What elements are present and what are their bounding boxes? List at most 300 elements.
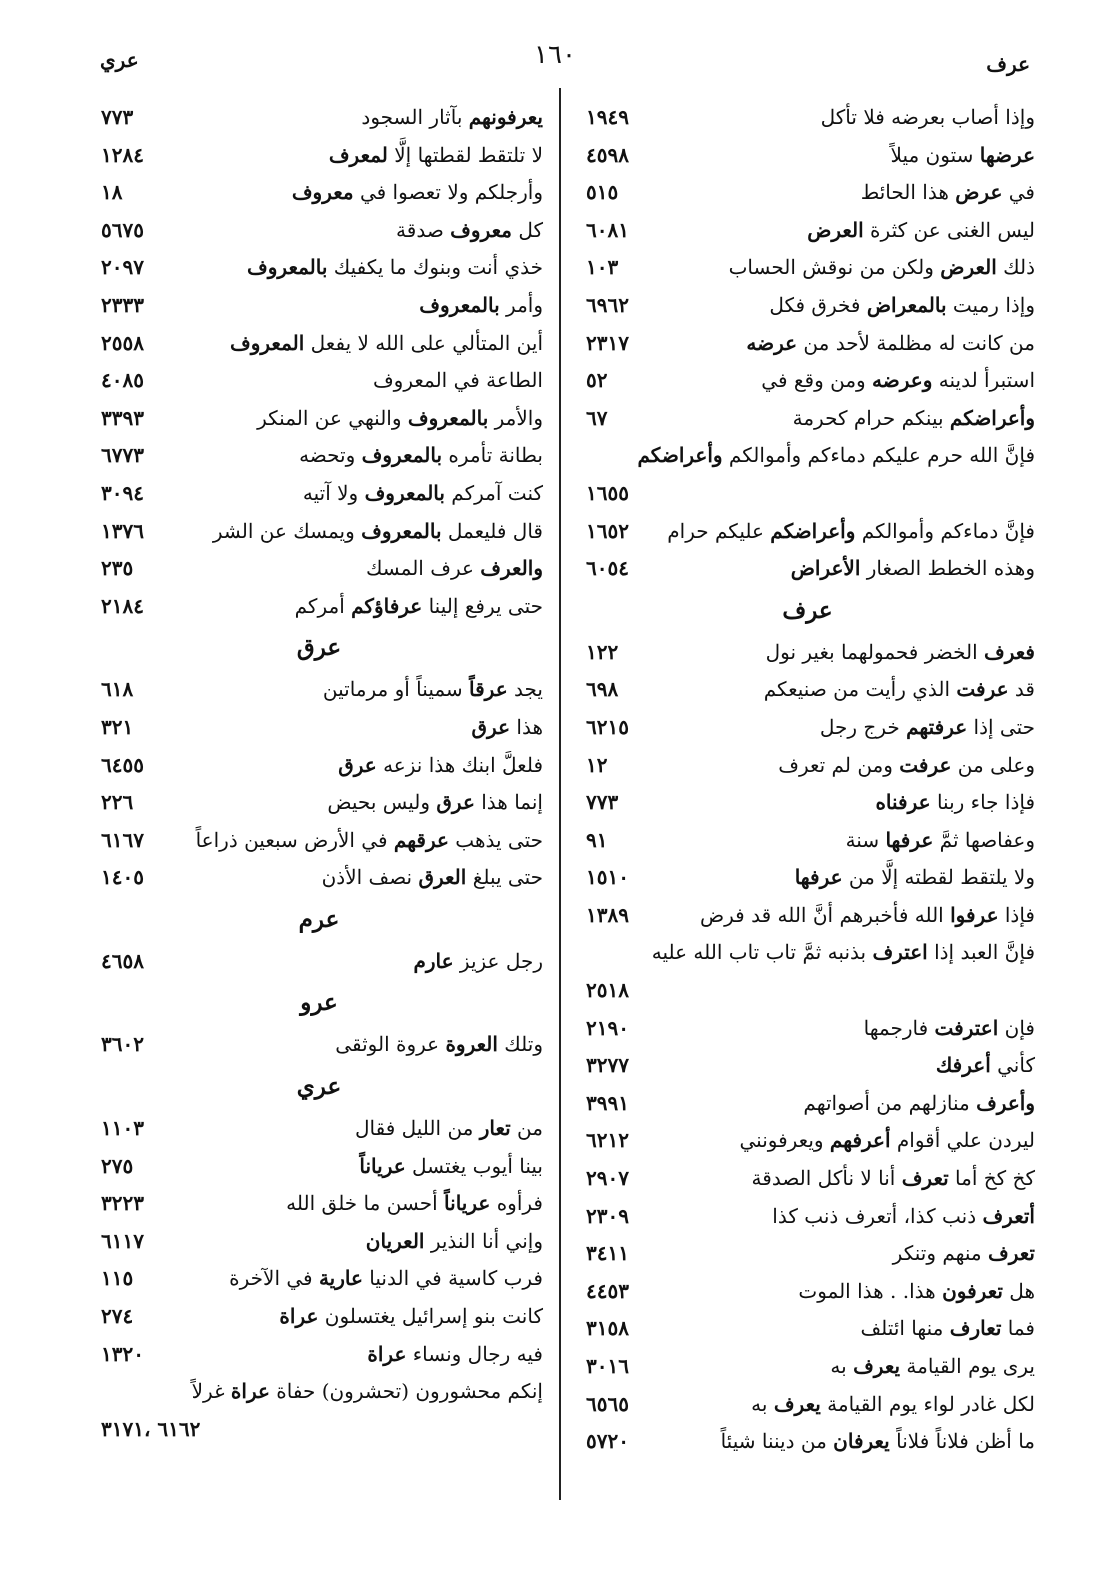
hadith-number: ٦٠٨١ xyxy=(586,217,629,242)
index-entry xyxy=(580,1198,1035,1236)
index-entry xyxy=(580,1348,1035,1386)
hadith-number: ٦٠٥٤ xyxy=(586,556,629,581)
hadith-number: ٣٠١٦ xyxy=(586,1354,629,1378)
entry-text xyxy=(772,1198,1035,1236)
entry-text-pre: فرأوه xyxy=(490,1191,543,1216)
root-heading xyxy=(95,897,543,943)
entry-text-pre: كخ كخ أما xyxy=(948,1166,1035,1191)
entry-text-post: ولكن من نوقش الحساب xyxy=(728,255,941,280)
entry-keyword: عرق xyxy=(338,752,377,777)
entry-keyword: عرق xyxy=(436,790,475,815)
entry-text xyxy=(230,325,543,363)
entry-text xyxy=(700,897,1035,935)
entry-keyword: معروف xyxy=(450,217,512,242)
entry-text-pre: إنكم محشورون (تحشرون) حفاة xyxy=(269,1379,543,1404)
entry-text xyxy=(821,99,1035,137)
index-entry xyxy=(580,822,1035,860)
entry-text-pre: حتى يبلغ xyxy=(466,865,543,890)
entry-text-pre: أين المتألي على الله لا يفعل xyxy=(304,330,543,355)
hadith-number: ٥٦٧٥ xyxy=(101,217,144,242)
entry-keyword: عرفها xyxy=(794,865,843,890)
entry-text xyxy=(729,249,1035,287)
entry-text-post: أنا لا نأكل الصدقة xyxy=(751,1166,902,1191)
hadith-number: ٦١٦٧ xyxy=(101,827,144,852)
entry-text-pre: ليس الغنى عن كثرة xyxy=(863,217,1035,242)
index-entry xyxy=(95,475,543,513)
entry-text xyxy=(338,747,543,785)
entry-text-post: ولا آتيه xyxy=(302,480,365,505)
entry-keyword: أتعرف xyxy=(982,1203,1035,1228)
entry-text-pre: من xyxy=(510,1116,543,1141)
page-header xyxy=(60,40,1050,80)
hadith-number: ٦٢١٥ xyxy=(586,714,629,739)
index-entry xyxy=(95,362,543,400)
hadith-number: ٢٣٣٣ xyxy=(101,292,144,317)
hadith-number: ٣٢٢٣ xyxy=(101,1191,144,1216)
entry-text xyxy=(807,212,1035,250)
entry-keyword: بالمعروف xyxy=(419,292,500,317)
index-entry xyxy=(95,99,543,137)
entry-text xyxy=(396,212,543,250)
entry-keyword: وعرضه xyxy=(872,368,933,393)
entry-text-pre: في xyxy=(1002,180,1035,205)
entry-text xyxy=(860,1310,1035,1348)
entry-keyword: الأعراض xyxy=(790,556,861,581)
hadith-number: ٢٧٥ xyxy=(101,1153,134,1178)
index-entry xyxy=(95,137,543,175)
index-entry xyxy=(95,174,543,212)
index-entry xyxy=(580,437,1035,475)
entry-text-pre: فإن xyxy=(998,1015,1035,1040)
hadith-number: ١٣٨٩ xyxy=(586,902,629,927)
index-entry xyxy=(580,99,1035,137)
entry-text-pre: حتى إذا xyxy=(967,714,1035,739)
entry-text-pre: والأمر xyxy=(488,405,543,430)
entry-text xyxy=(257,400,543,438)
entry-keyword: بالمعروف xyxy=(361,443,443,468)
hadith-number: ١١٥ xyxy=(101,1266,134,1291)
hadith-number: ٩١ xyxy=(586,827,608,852)
entry-keyword: عرفها xyxy=(885,827,934,852)
entry-text xyxy=(413,943,543,981)
entry-text-pre: وعلى من xyxy=(951,752,1035,777)
hadith-number: ٢٣٠٩ xyxy=(586,1203,629,1228)
entry-text xyxy=(295,588,543,626)
index-entry xyxy=(95,859,543,897)
entry-text-post: نصف الأذن xyxy=(321,865,419,890)
entry-text-pre: فإنَّ الله حرم عليكم دماءكم وأموالكم xyxy=(722,443,1035,468)
entry-text-pre: فلعلَّ ابنك هذا نزعه xyxy=(376,752,543,777)
entry-keyword: عرقهم xyxy=(393,827,449,852)
root-heading xyxy=(95,625,543,671)
entry-keyword: العرق xyxy=(418,865,467,890)
hadith-number: ٢٠٩٧ xyxy=(101,255,144,280)
entry-text xyxy=(936,1047,1035,1085)
entry-keyword: المعروف xyxy=(230,330,305,355)
entry-text-post: بآثار السجود xyxy=(361,105,469,129)
entry-text-pre: وإذا رميت xyxy=(946,292,1035,317)
entry-keyword: أعرفك xyxy=(935,1053,991,1078)
hadith-number: ٣٤١١ xyxy=(586,1241,629,1266)
entry-text-post: به xyxy=(751,1391,774,1416)
index-entry xyxy=(580,1235,1035,1273)
entry-text xyxy=(335,1026,543,1064)
entry-text-post: منهم وتنكر xyxy=(892,1241,989,1266)
hadith-number: ١٨ xyxy=(101,180,123,205)
entry-text-post: الله فأخبرهم أنَّ الله قد فرض xyxy=(699,902,951,927)
entry-keyword: تعارف xyxy=(949,1316,1002,1341)
index-entry xyxy=(95,1298,543,1336)
hadith-number: ٦٢١٢ xyxy=(586,1128,629,1153)
entry-text-post: سميناً أو مرماتين xyxy=(322,677,470,702)
entry-keyword: يعرف xyxy=(773,1391,821,1416)
entry-text-pre: يرى يوم القيامة xyxy=(900,1354,1035,1378)
entry-text-pre: قد xyxy=(1008,677,1035,702)
hadith-number: ٢٢٦ xyxy=(101,790,134,815)
entry-text-pre: استبرأ لدينه xyxy=(932,368,1035,393)
entry-text-post: وتحضه xyxy=(299,443,362,468)
entry-text-pre: قال فليعمل xyxy=(441,518,543,543)
entry-text-pre: ولا يلتقط لقطته إلَّا من xyxy=(842,865,1035,890)
hadith-number: ٥٧٢٠ xyxy=(586,1429,629,1454)
entry-keyword: يعرفان xyxy=(833,1429,890,1454)
entry-text xyxy=(891,137,1035,175)
entry-text-pre: لا تلتقط لقطتها إلَّا xyxy=(387,142,543,167)
index-entry xyxy=(580,137,1035,175)
entry-text-post: فخرق فكل xyxy=(769,292,867,317)
entry-text-pre: كأني xyxy=(990,1053,1035,1078)
entry-text-pre: وإني أنا النذير xyxy=(424,1228,543,1253)
hadith-number: ١٠٣ xyxy=(586,255,619,280)
entry-text xyxy=(667,513,1035,551)
index-entry xyxy=(580,897,1035,935)
entry-text xyxy=(366,550,543,588)
entry-text-post: ويمسك عن الشر xyxy=(212,518,362,543)
entry-keyword: بالمعروف xyxy=(361,518,442,543)
entry-keyword: وأعراضكم xyxy=(637,443,723,468)
hadith-number: ٦٧ xyxy=(586,405,608,430)
entry-text-post: في الآخرة xyxy=(229,1266,319,1291)
hadith-number: ٦٧٧٣ xyxy=(101,443,144,468)
entry-text-pre: خذي أنت وبنوك ما يكفيك xyxy=(327,255,543,280)
entry-text-post: والنهي عن المنكر xyxy=(257,405,408,430)
hadith-number: ١٢ xyxy=(586,752,608,777)
entry-text-pre: ما أظن فلاناً فلاناً xyxy=(889,1429,1035,1454)
entry-keyword: عرفت xyxy=(899,752,952,777)
entry-keyword: وأعراضكم xyxy=(949,405,1035,430)
index-entry xyxy=(580,1386,1035,1424)
index-entry xyxy=(580,362,1035,400)
entry-keyword: عرفوا xyxy=(950,902,999,927)
entry-keyword: عرياناً xyxy=(444,1191,491,1216)
index-entry xyxy=(95,1185,543,1223)
hadith-number: ١٩٤٩ xyxy=(586,105,629,129)
hadith-number: ٢٣٥ xyxy=(101,556,134,581)
entry-keyword: عارية xyxy=(318,1266,363,1291)
index-entry xyxy=(580,859,1035,897)
entry-text xyxy=(893,1235,1035,1273)
entry-keyword: عرضه xyxy=(746,330,798,355)
entry-text-post: به xyxy=(830,1354,854,1378)
entry-text-post: من الليل فقال xyxy=(354,1116,480,1141)
entry-text-post: صدقة xyxy=(396,217,451,242)
entry-text-pre: ذلك xyxy=(996,255,1035,280)
entry-text-pre: فرب كاسية في الدنيا xyxy=(362,1266,543,1291)
index-entry xyxy=(580,513,1035,551)
entry-text xyxy=(279,1298,543,1336)
entry-keyword: عراة xyxy=(279,1304,319,1329)
hadith-number: ١٦٥٥ xyxy=(586,480,629,505)
entry-text-pre: فإنَّ دماءكم وأموالكم xyxy=(855,518,1035,543)
index-entry xyxy=(95,325,543,363)
entry-keyword: بالمعروف xyxy=(364,480,445,505)
entry-text-post: بذنبه ثمَّ تاب تاب الله عليه xyxy=(651,940,873,965)
entry-keyword: يعرف xyxy=(853,1354,901,1378)
root-heading xyxy=(580,588,1035,634)
entry-text xyxy=(638,437,1036,475)
entry-keyword: اعترف xyxy=(872,940,928,965)
entry-text-pre: وأمر xyxy=(499,292,543,317)
entry-text xyxy=(766,634,1035,672)
index-entry xyxy=(95,1026,543,1064)
index-entry xyxy=(580,972,1035,1010)
entry-keyword: بالمعروف xyxy=(407,405,489,430)
entry-text-pre: ليردن علي أقوام xyxy=(890,1128,1035,1153)
entry-keyword: العريان xyxy=(365,1228,425,1253)
entry-keyword: عرضها xyxy=(979,142,1035,167)
entry-text-post: ويعرفونني xyxy=(739,1128,830,1153)
index-entry xyxy=(95,943,543,981)
entry-text-pre: الطاعة في المعروف xyxy=(372,368,543,393)
hadith-number: ٢٥٥٨ xyxy=(101,330,144,355)
entry-text xyxy=(355,1110,543,1148)
hadith-number: ٦١٦٢ ،٣١٧١ xyxy=(101,1416,201,1441)
index-entry xyxy=(95,287,543,325)
entry-text-post: غرلاً xyxy=(191,1379,231,1404)
entry-keyword: تعار xyxy=(479,1116,511,1141)
index-entry xyxy=(95,1148,543,1186)
hadith-number: ٦٥٦٥ xyxy=(586,1391,629,1416)
entry-text xyxy=(419,287,543,325)
hadith-number: ٦٩٦٢ xyxy=(586,292,629,317)
index-entry xyxy=(580,671,1035,709)
index-entry xyxy=(580,934,1035,972)
hadith-number: ٤٥٩٨ xyxy=(586,142,629,167)
entry-text xyxy=(861,174,1035,212)
index-entry xyxy=(95,709,543,747)
entry-text xyxy=(751,1386,1035,1424)
root-heading-text: عرم xyxy=(298,905,340,933)
entry-keyword: عراة xyxy=(367,1341,407,1366)
entry-text xyxy=(798,1273,1035,1311)
entry-keyword: عرفناه xyxy=(875,790,931,815)
entry-text xyxy=(864,1010,1035,1048)
entry-text xyxy=(830,1348,1035,1386)
hadith-number: ٣١٥٨ xyxy=(586,1316,629,1341)
entry-text xyxy=(299,437,543,475)
entry-text xyxy=(229,1260,543,1298)
entry-keyword: عرفتهم xyxy=(906,714,968,739)
hadith-number: ٢٣١٧ xyxy=(586,330,629,355)
index-entry xyxy=(580,1085,1035,1123)
entry-text-post: ومن وقع في xyxy=(761,368,873,393)
entry-keyword: وأعراضكم xyxy=(770,518,856,543)
entry-text-pre: وأرجلكم ولا تعصوا في xyxy=(353,180,543,205)
index-entry xyxy=(95,671,543,709)
root-heading-text: عرف xyxy=(782,596,833,624)
hadith-number: ٢٥١٨ xyxy=(586,978,629,1003)
entry-text xyxy=(286,1185,543,1223)
entry-text-pre: فما xyxy=(1001,1316,1035,1341)
hadith-number: ٦٩٨ xyxy=(586,677,619,702)
hadith-number: ٦٤٥٥ xyxy=(101,752,144,777)
entry-text xyxy=(292,174,543,212)
entry-text-pre: هذا xyxy=(510,714,543,739)
index-entry xyxy=(95,1411,543,1449)
hadith-number: ١٦٥٢ xyxy=(586,518,629,543)
entry-keyword: بالمعروف xyxy=(247,255,328,280)
hadith-number: ٣٣٩٣ xyxy=(101,405,144,430)
index-entry xyxy=(95,550,543,588)
entry-text-post: منها ائتلف xyxy=(860,1316,950,1341)
entry-text-pre: رجل عزيز xyxy=(453,948,543,973)
entry-text xyxy=(192,1373,543,1411)
entry-text-pre: حتى يرفع إلينا xyxy=(422,593,543,618)
entry-text xyxy=(652,934,1035,972)
index-entry xyxy=(95,400,543,438)
index-entry xyxy=(95,784,543,822)
entry-text xyxy=(367,1336,543,1374)
entry-text xyxy=(793,400,1035,438)
root-heading xyxy=(95,1064,543,1110)
root-heading-text: عري xyxy=(296,1073,342,1101)
entry-keyword: عرق xyxy=(471,714,511,739)
entry-text-post: الخضر فحمولهما بغير نول xyxy=(765,639,985,664)
index-entry xyxy=(95,588,543,626)
index-entry xyxy=(580,1310,1035,1348)
entry-text-post: خرج رجل xyxy=(819,714,907,739)
index-entry xyxy=(580,634,1035,672)
index-entry xyxy=(580,747,1035,785)
entry-keyword: أعرفهم xyxy=(829,1128,891,1153)
root-heading-text: عرق xyxy=(296,634,342,662)
index-entry xyxy=(95,1260,543,1298)
hadith-number: ٦١١٧ xyxy=(101,1228,144,1253)
hadith-number: ٢١٩٠ xyxy=(586,1015,629,1040)
index-entry xyxy=(95,747,543,785)
hadith-number: ٥١٥ xyxy=(586,180,619,205)
entry-keyword: فعرف xyxy=(984,639,1035,664)
hadith-number: ٧٧٣ xyxy=(586,790,619,815)
entry-text xyxy=(361,99,543,137)
index-entry xyxy=(580,325,1035,363)
entry-text xyxy=(472,709,543,747)
entry-text-post: فارجمها xyxy=(863,1015,935,1040)
index-entry xyxy=(580,550,1035,588)
entry-keyword: اعترفت xyxy=(934,1015,999,1040)
entry-text-pre: حتى يذهب xyxy=(448,827,543,852)
entry-text xyxy=(846,822,1035,860)
entry-text-pre: كنت آمركم xyxy=(444,480,543,505)
entry-text-post: ومن لم تعرف xyxy=(778,752,900,777)
entry-text-post: أمركم xyxy=(294,593,352,618)
entry-keyword: وأعرف xyxy=(976,1090,1035,1115)
index-entry xyxy=(580,1010,1035,1048)
hadith-number: ١٣٢٠ xyxy=(101,1341,144,1366)
entry-text-post: هذا. . هذا الموت xyxy=(798,1278,943,1303)
entry-text-post: من ديننا شيئاً xyxy=(720,1429,834,1454)
index-entry xyxy=(580,287,1035,325)
running-headword-left: عري xyxy=(100,48,139,72)
hadith-number: ١١٠٣ xyxy=(101,1116,144,1141)
hadith-number: ٣٠٩٤ xyxy=(101,480,144,505)
entry-text-pre: فإنَّ العبد إذا xyxy=(927,940,1035,965)
entry-text-post: سنة xyxy=(845,827,886,852)
index-entry xyxy=(95,437,543,475)
index-entry xyxy=(580,1273,1035,1311)
left-column xyxy=(95,99,543,1448)
entry-text-post: ذنب كذا، أتعرف ذنب كذا xyxy=(772,1203,983,1228)
page-number: ١٦٠ xyxy=(534,40,576,70)
hadith-number: ٧٧٣ xyxy=(101,105,134,129)
index-entry xyxy=(580,1160,1035,1198)
entry-text-post: عليكم حرام xyxy=(667,518,771,543)
entry-text-pre: من كانت له مظلمة لأحد من xyxy=(797,330,1035,355)
index-entry xyxy=(95,1223,543,1261)
entry-keyword: بالمعراض xyxy=(866,292,947,317)
index-entry xyxy=(95,822,543,860)
hadith-number: ٢١٨٤ xyxy=(101,593,144,618)
index-entry xyxy=(95,1373,543,1411)
hadith-number: ١٢٢ xyxy=(586,639,619,664)
hadith-number: ٣٩٩١ xyxy=(586,1090,629,1115)
entry-keyword: تعرف xyxy=(901,1166,949,1191)
entry-text xyxy=(323,671,543,709)
entry-text-pre: وإذا أصاب بعرضه فلا تأكل xyxy=(820,105,1035,129)
entry-keyword: تعرفون xyxy=(942,1278,1003,1303)
entry-text xyxy=(791,550,1035,588)
entry-text xyxy=(769,287,1035,325)
entry-text xyxy=(322,859,543,897)
entry-text xyxy=(746,325,1035,363)
hadith-number: ٣٦٠٢ xyxy=(101,1032,144,1057)
entry-text xyxy=(329,137,543,175)
hadith-number: ١٢٨٤ xyxy=(101,142,144,167)
entry-text-pre: بطانة تأمره xyxy=(442,443,543,468)
entry-text xyxy=(247,249,543,287)
hadith-number: ٤٦٥٨ xyxy=(101,948,144,973)
entry-text xyxy=(761,362,1035,400)
entry-text-post: أحسن ما خلق الله xyxy=(286,1191,445,1216)
entry-text-pre: هل xyxy=(1002,1278,1035,1303)
index-entry xyxy=(580,1122,1035,1160)
index-entry xyxy=(580,709,1035,747)
root-heading xyxy=(95,980,543,1026)
entry-text xyxy=(752,1160,1035,1198)
index-entry xyxy=(580,249,1035,287)
entry-text-pre: بينا أيوب يغتسل xyxy=(405,1153,543,1178)
entry-text-pre: فإذا xyxy=(998,902,1035,927)
entry-keyword: عرفت xyxy=(956,677,1009,702)
entry-keyword: تعرف xyxy=(988,1241,1035,1266)
index-entry xyxy=(95,1110,543,1148)
entry-text xyxy=(721,1423,1035,1461)
hadith-number: ٣٢٧٧ xyxy=(586,1053,629,1078)
hadith-number: ١٤٠٥ xyxy=(101,865,144,890)
entry-keyword: عارم xyxy=(413,948,454,973)
hadith-number: ٥٢ xyxy=(586,368,608,393)
hadith-number: ١٥١٠ xyxy=(586,865,629,890)
